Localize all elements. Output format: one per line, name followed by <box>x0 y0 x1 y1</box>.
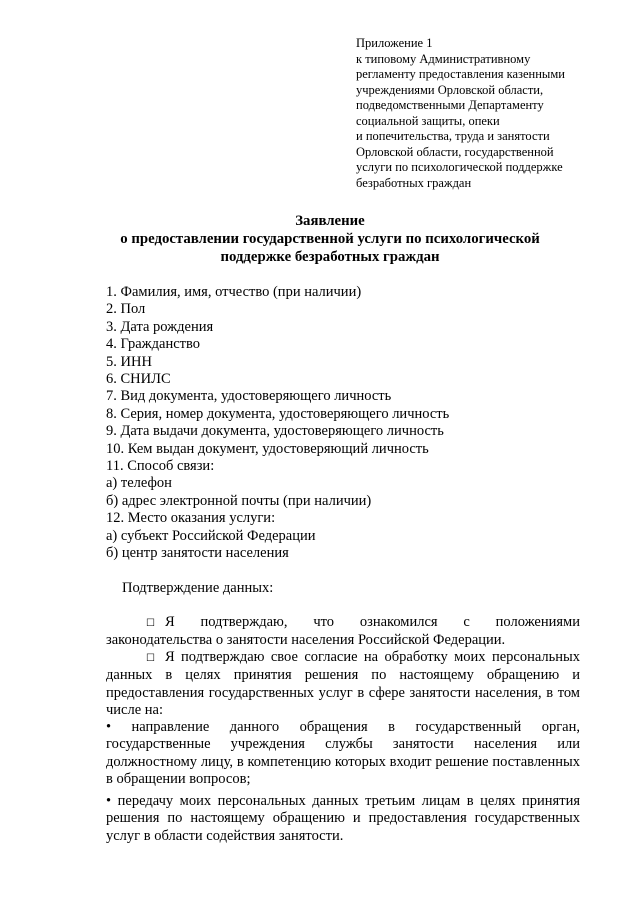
confirm-item-law-text1: Я подтверждаю, что ознакомился с положениями <box>164 614 580 630</box>
annex-line: к типовому Административному <box>356 51 531 66</box>
field-item: 2. Пол <box>106 301 146 318</box>
title-line: поддержке безработных граждан <box>220 249 440 265</box>
field-item: 11. Способ связи: <box>106 458 215 475</box>
checkbox-icon[interactable]: ☐ <box>146 653 155 664</box>
consent-bullet-item <box>106 719 580 789</box>
bullet-icon: • <box>106 793 112 809</box>
field-item: 5. ИНН <box>106 353 152 370</box>
field-item: 1. Фамилия, имя, отчество (при наличии) <box>106 284 362 300</box>
field-item: а) субъект Российской Федерации <box>106 527 316 544</box>
confirmation-heading: Подтверждение данных: <box>122 580 274 596</box>
consent-bullet-item <box>106 793 580 845</box>
annex-line: услуги по психологической поддержке <box>356 160 563 174</box>
confirm-item-consent <box>106 649 580 720</box>
confirm-item-consent-text: Я подтверждаю свое согласие на обработку моих персональных данных в целях принятия решения по настоящему обращению и предоставления государственных услуг в сфере занятости населения, в том числе на: <box>106 649 580 719</box>
consent-bullet-text: передачу моих персональных данных третьим лицам в целях принятия решения по настоящему обращению и предоставления государственных услуг в области содействия занятости. <box>106 793 580 844</box>
title-line: Заявление <box>295 213 365 229</box>
consent-bullet-text: направление данного обращения в государственный орган, государственные учреждения службы занятости населения или должностному лицу, в компетенцию которых входит решение поставленных в обращении вопросов; <box>106 719 580 788</box>
field-item: 3. Дата рождения <box>106 318 214 335</box>
field-item: 8. Серия, номер документа, удостоверяющего личность <box>106 405 450 422</box>
annex-header <box>356 36 606 191</box>
annex-line: подведомственными Департаменту <box>356 98 544 112</box>
field-item: б) центр занятости населения <box>106 545 289 562</box>
confirm-item-consent-para <box>106 649 580 720</box>
field-item: 10. Кем выдан документ, удостоверяющий личность <box>106 440 429 457</box>
confirm-item-law-line1 <box>106 614 580 632</box>
confirm-item-law-text2: законодательства о занятости населения Российской Федерации. <box>106 632 506 649</box>
bullet-icon: • <box>106 719 112 735</box>
applicant-fields-list <box>106 284 576 563</box>
annex-line: Орловской области, государственной <box>356 144 554 159</box>
confirm-item-law <box>106 614 580 650</box>
annex-line: безработных граждан <box>356 175 472 190</box>
field-item: 4. Гражданство <box>106 336 201 353</box>
annex-line: Приложение 1 <box>356 36 433 50</box>
field-item: а) телефон <box>106 475 172 492</box>
field-item: 9. Дата выдачи документа, удостоверяющего личность <box>106 423 444 440</box>
annex-line: регламенту предоставления казенными <box>356 67 565 81</box>
field-item: 6. СНИЛС <box>106 371 171 388</box>
checkbox-icon[interactable]: ☐ <box>146 618 155 629</box>
annex-line: социальной защиты, опеки <box>356 113 500 128</box>
annex-line: и попечительства, труда и занятости <box>356 129 550 143</box>
title-line: о предоставлении государственной услуги по психологической <box>120 231 540 247</box>
field-item: 7. Вид документа, удостоверяющего личность <box>106 388 392 405</box>
document-title <box>80 212 580 266</box>
field-item: б) адрес электронной почты (при наличии) <box>106 492 372 509</box>
annex-line: учреждениями Орловской области, <box>356 82 544 97</box>
field-item: 12. Место оказания услуги: <box>106 510 276 527</box>
